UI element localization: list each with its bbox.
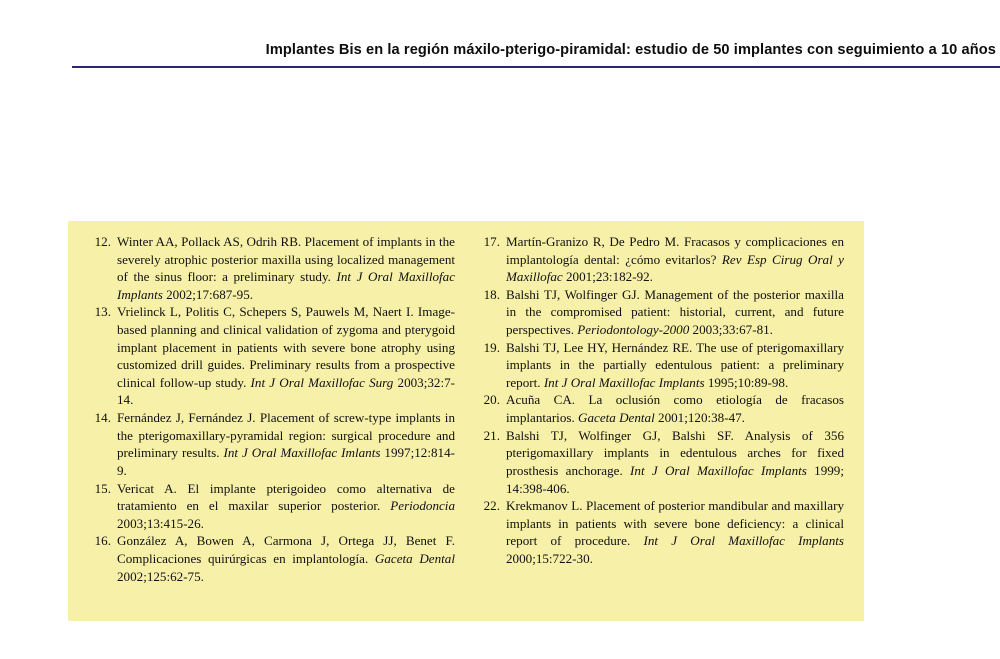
reference-number: 17. [483, 234, 500, 249]
reference-text [117, 303, 455, 409]
reference-text [506, 233, 844, 286]
reference-body-text: 2003;33:67-81. [689, 322, 773, 338]
reference-item [481, 391, 844, 426]
reference-number: 20. [483, 392, 500, 408]
reference-number: 14. [94, 410, 111, 426]
reference-body-text: Vrielinck L, Politis C, Schepers S, Pauwels M, Naert I. Image-based planning and clinical validation of zygoma and pterygoid implant placement in patients with severe bone atrophy using customized drill guides. Preliminary results from a prospective clinical follow-up study. [117, 304, 455, 390]
reference-body-text: 2002;17:687-95. [162, 286, 254, 302]
reference-text [506, 497, 844, 567]
reference-text [117, 480, 455, 533]
reference-number: 13. [94, 304, 111, 320]
reference-body-text: 1995;10:89-98. [704, 374, 789, 390]
reference-body-text: Balshi TJ, Lee HY, Hernández RE. The use of pterigomaxillary implants in the partially edentulous patient: a preliminary report. [506, 339, 844, 390]
references-column-right [481, 233, 844, 585]
reference-number: 22. [483, 498, 500, 514]
references-columns [92, 233, 844, 585]
reference-item [481, 233, 844, 286]
reference-source-title: Periodontology-2000 [577, 322, 690, 338]
reference-number: 21. [483, 427, 500, 443]
reference-body-text: 2001;120:38-47. [654, 410, 745, 426]
reference-body-text: 1997;12:814-9. [117, 445, 455, 478]
reference-body-text: 2001;23:182-92. [562, 269, 653, 285]
reference-source-title: Int J Oral Maxillofac Surg [250, 374, 394, 390]
reference-source-title: Int J Oral Maxillofac Implants [630, 462, 807, 478]
reference-body-text: Winter AA, Pollack AS, Odrih RB. Placement of implants in the severely atrophic posterior maxilla using localized management of the sinus floor: a preliminary study. [117, 234, 455, 285]
reference-source-title: Int J Oral Maxillofac Implants [643, 533, 845, 549]
reference-body-text: 1999; 14:398-406. [506, 462, 844, 496]
reference-source-title: Int J Oral Maxillofac Implants [543, 374, 705, 390]
reference-text [506, 427, 844, 497]
reference-source-title: Int J Oral Maxillofac Imlants [223, 445, 381, 461]
reference-number: 19. [483, 339, 500, 355]
references-column-left [92, 233, 455, 585]
reference-item [481, 339, 844, 392]
reference-body-text: Fernández J, Fernández J. Placement of screw-type implants in the pterigomaxillary-pyramidal region: surgical procedure and preliminary results. [117, 410, 455, 461]
reference-text [506, 286, 844, 339]
reference-item [92, 480, 455, 533]
reference-body-text: 2003;32:7-14. [117, 374, 455, 408]
reference-item [481, 427, 844, 497]
reference-text [506, 339, 844, 392]
reference-number: 16. [94, 533, 111, 549]
reference-source-title: Gaceta Dental [374, 550, 455, 566]
reference-body-text: Acuña CA. La oclusión como etiología de fracasos implantarios. [506, 392, 844, 426]
reference-body-text: 2002;125:62-75. [117, 568, 204, 584]
reference-body-text: 2000;15:722-30. [506, 550, 593, 566]
reference-item [481, 497, 844, 567]
reference-text [506, 391, 844, 426]
reference-body-text: Krekmanov L. Placement of posterior mandibular and maxillary implants in patients with severe bone deficiency: a clinical report of procedure. [506, 498, 844, 549]
reference-text [117, 532, 455, 585]
reference-body-text: Balshi TJ, Wolfinger GJ, Balshi SF. Analysis of 356 pterigomaxillary implants in edentulous arches for fixed prosthesis anchorage. [506, 427, 844, 478]
reference-text [117, 233, 455, 303]
reference-number: 12. [94, 234, 111, 249]
reference-body-text: 2003;13:415-26. [117, 515, 204, 531]
reference-body-text: Vericat A. El implante pterigoideo como alternativa de tratamiento en el maxilar superior posterior. [117, 480, 455, 514]
reference-item [481, 286, 844, 339]
reference-source-title: Gaceta Dental [578, 410, 655, 426]
reference-number: 18. [483, 286, 500, 302]
running-head: Implantes Bis en la región máxilo-pterigo-piramidal: estudio de 50 implantes con seguimiento a 10 años [265, 42, 996, 58]
reference-item [92, 532, 455, 585]
reference-item [92, 233, 455, 303]
reference-body-text: González A, Bowen A, Carmona J, Ortega JJ, Benet F. Complicaciones quirúrgicas en implantología. [117, 533, 455, 566]
reference-source-title: Int J Oral Maxillofac Implants [117, 269, 455, 302]
reference-source-title: Periodoncia [390, 498, 455, 514]
reference-number: 15. [94, 480, 111, 496]
header-divider [72, 66, 1000, 68]
reference-text [117, 409, 455, 479]
reference-item [92, 409, 455, 479]
reference-source-title: Rev Esp Cirug Oral y Maxillofac [506, 251, 844, 285]
references-panel [68, 221, 864, 621]
reference-item [92, 303, 455, 409]
reference-body-text: Balshi TJ, Wolfinger GJ. Management of the posterior maxilla in the compromised patient: historial, current, and future perspectives. [506, 286, 844, 338]
reference-body-text: Martín-Granizo R, De Pedro M. Fracasos y complicaciones en implantología dental: ¿cómo evitarlos? [506, 234, 844, 267]
